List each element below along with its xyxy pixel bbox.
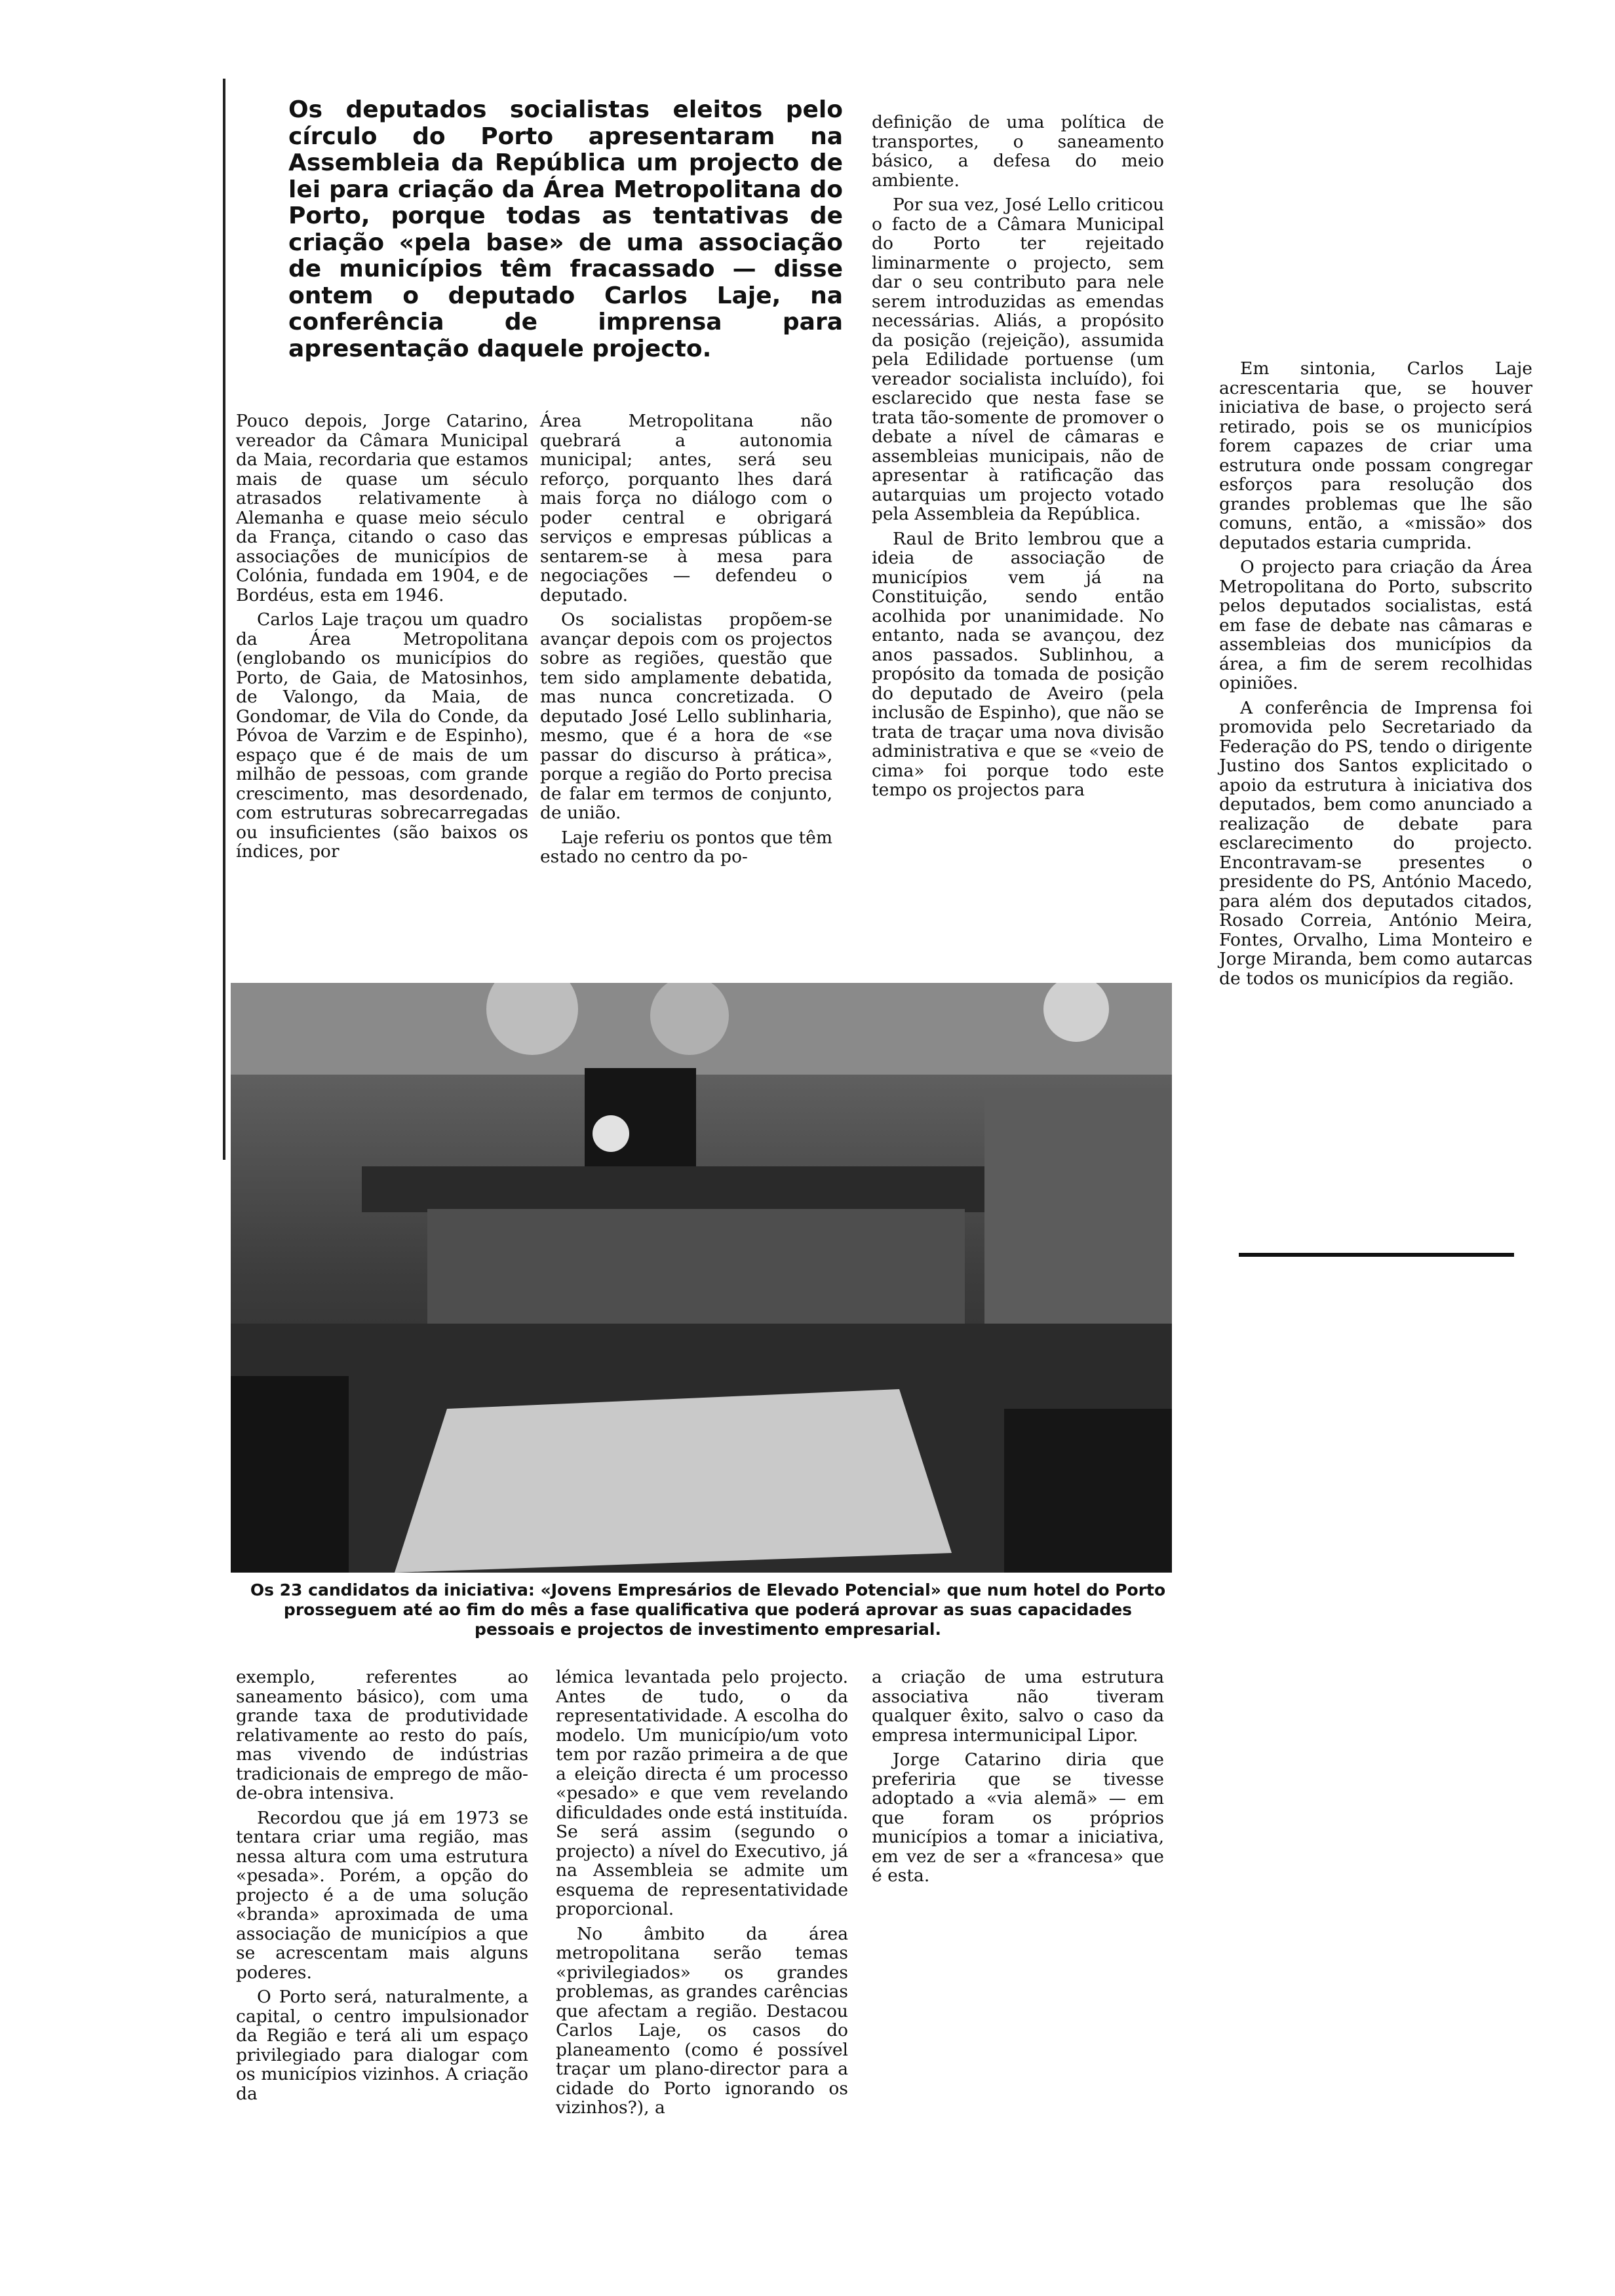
article-end-rule [1239, 1253, 1514, 1257]
column-right [1219, 359, 1532, 993]
paragraph: Os socialistas propõem-se avançar depois com os projectos sobre as regiões, questão que tem sido amplamente debatida, mas nunca concretizada. O deputado José Lello sublinharia, mesmo, que é a hora de «se passar do discurso à prática», porque a região do Porto precisa de falar em termos de conjunto, de união. [540, 609, 832, 823]
column-bottom-2 [556, 1668, 848, 2123]
paragraph: O projecto para criação da Área Metropolitana do Porto, subscrito pelos deputados socialistas, está em fase de debate nas câmaras e assembleias dos municípios da área, a fim de serem recolhidas opiniões. [1219, 557, 1532, 693]
photo-image [231, 983, 1172, 1573]
paragraph: exemplo, referentes ao saneamento básico), com uma grande taxa de produtividade relativamente ao resto do país, mas vivendo de indústrias tradicionais de emprego de mão-de-obra intensiva. [236, 1667, 528, 1803]
paragraph: Laje referiu os pontos que têm estado no centro da po- [540, 827, 832, 867]
paragraph: O Porto será, naturalmente, a capital, o centro impulsionador da Região e terá ali um espaço privilegiado para dialogar com os municípios vizinhos. A criação da [236, 1987, 528, 2104]
paragraph: lémica levantada pelo projecto. Antes de tudo, o da representatividade. A escolha do modelo. Um município/um voto tem por razão primeira a de que a eleição directa é um processo «pesado» e que vem revelando dificuldades onde está instituída. Se será assim (segundo o projecto) a nível do Executivo, já na Assembleia se admite um esquema de representatividade proporcional. [556, 1667, 848, 1919]
margin-rule [223, 79, 225, 1160]
paragraph: Por sua vez, José Lello criticou o facto de a Câmara Municipal do Porto ter rejeitado liminarmente o projecto, sem dar o seu contributo para nele serem introduzidas as emendas necessárias. Aliás, a propósito da posição (rejeição), assumida pela Edilidade portuense (um vereador socialista incluído), foi esclarecido que nesta fase se trata tão-somente de promover o debate a nível de câmaras e assembleias municipais, não de apresentar à ratificação das autarquias um projecto votado pela Assembleia da República. [872, 195, 1164, 524]
paragraph: Recordou que já em 1973 se tentara criar uma região, mas nessa altura com uma estrutura «pesada». Porém, a opção do projecto é a de uma solução «branda» aproximada de uma associação de municípios a que se acrescentam mais alguns poderes. [236, 1807, 528, 1983]
column-top-2 [540, 411, 832, 872]
paragraph: definição de uma política de transportes, o saneamento básico, a defesa do meio ambiente. [872, 112, 1164, 191]
paragraph: Área Metropolitana não quebrará a autonomia municipal; antes, será seu reforço, porquanto lhes dará mais força no diálogo com o poder central e obrigará serviços e empresas públicas a sentarem-se à mesa para negociações — defendeu o deputado. [540, 411, 832, 605]
column-top-3 [872, 113, 1164, 805]
paragraph: a criação de uma estrutura associativa não tiveram qualquer êxito, salvo o caso da empresa intermunicipal Lipor. [872, 1667, 1164, 1746]
paragraph: Pouco depois, Jorge Catarino, vereador da Câmara Municipal da Maia, recordaria que estamos mais de quase um século atrasados relativamente à Alemanha e quase meio século da França, citando o caso das associações de municípios de Colónia, fundada em 1904, e de Bordéus, esta em 1946. [236, 411, 528, 605]
paragraph: No âmbito da área metropolitana serão temas «privilegiados» os grandes problemas, as grandes carências que afectam a região. Destacou Carlos Laje, os casos do planeamento (como é possível traçar um plano-director para a cidade do Porto ignorando os vizinhos?), a [556, 1923, 848, 2118]
photo-caption: Os 23 candidatos da iniciativa: «Jovens Empresários de Elevado Potencial» que num hotel do Porto prosseguem até ao fim do mês a fase qualificativa que poderá aprovar as suas capacidades pessoais e projectos de investimento empresarial. [250, 1580, 1166, 1639]
paragraph: Jorge Catarino diria que preferiria que se tivesse adoptado a «via alemã» — em que foram os próprios municípios a tomar a iniciativa, em vez de ser a «francesa» que é esta. [872, 1750, 1164, 1886]
paragraph: A conferência de Imprensa foi promovida pelo Secretariado da Federação do PS, tendo o dirigente Justino dos Santos explicitado o apoio da estrutura à iniciativa dos deputados, bem como anunciado a realização de debate para esclarecimento do projecto. Encontravam-se presentes o presidente do PS, António Macedo, para além dos deputados citados, Rosado Correia, António Meira, Fontes, Orvalho, Lima Monteiro e Jorge Miranda, bem como autarcas de todos os municípios da região. [1219, 697, 1532, 989]
column-bottom-1 [236, 1668, 528, 2109]
article-lead: Os deputados socialistas eleitos pelo círculo do Porto apresentaram na Assembleia da República um projecto de lei para criação da Área Metropolitana do Porto, porque todas as tentativas de criação «pela base» de uma associação de municípios têm fracassado — disse ontem o deputado Carlos Laje, na conferência de imprensa para apresentação daquele projecto. [288, 96, 843, 362]
column-top-1 [236, 411, 528, 867]
paragraph: Carlos Laje traçou um quadro da Área Metropolitana (englobando os municípios do Porto, de Gaia, de Matosinhos, de Valongo, da Maia, de Gondomar, de Vila do Conde, da Póvoa de Varzim e de Espinho), espaço que é de mais de um milhão de pessoas, com grande crescimento, mas desordenado, com estruturas sobrecarregadas ou insuficientes (são baixos os índices, por [236, 609, 528, 862]
column-bottom-3 [872, 1668, 1164, 1891]
conference-photo [231, 983, 1172, 1573]
paragraph: Raul de Brito lembrou que a ideia de associação de municípios vem já na Constituição, sendo então acolhida por unanimidade. No entanto, nada se avançou, dez anos passados. Sublinhou, a propósito da tomada de posição do deputado de Aveiro (pela inclusão de Espinho), que não se trata de traçar uma nova divisão administrativa e que se «veio de cima» foi porque todo este tempo os projectos para [872, 528, 1164, 800]
paragraph: Em sintonia, Carlos Laje acrescentaria que, se houver iniciativa de base, o projecto será retirado, pois se os municípios forem capazes de criar uma estrutura onde possam congregar esforços para resolução dos grandes problemas que lhe são comuns, então, a «missão» dos deputados estaria cumprida. [1219, 358, 1532, 553]
